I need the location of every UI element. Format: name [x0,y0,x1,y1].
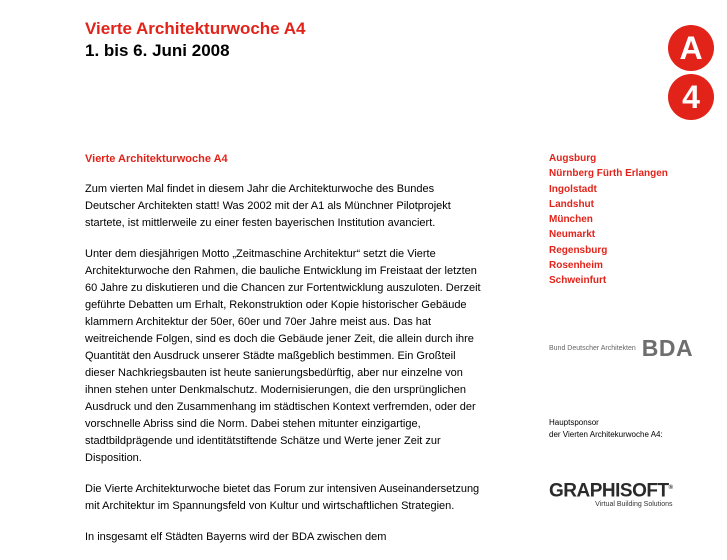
city-link-nuernberg-fuerth-erlangen[interactable]: Nürnberg Fürth Erlangen [549,168,668,180]
city-link-schweinfurt[interactable]: Schweinfurt [549,275,607,287]
registered-mark: ® [668,485,673,491]
city-link-neumarkt[interactable]: Neumarkt [549,229,596,241]
graphisoft-tagline: Virtual Building Solutions [595,501,673,509]
graphisoft-name: GRAPHISOFT [549,480,669,502]
motto-paragraph: Unter dem diesjährigen Motto „Zeitmaschine Architektur“ setzt die Vierte Architekturwoche den Rahmen, die bauliche Entwicklung im Freistaat der letzten 60 Jahre zu diskutieren und die Chancen zur Fortentwicklung auszuloten. Derzeit geführte Debatten um Erhalt, Rekonstruktion oder Kopie historischer Gebäude klammern Architektur der 50er, 60er und 70er Jahre meist aus. Das hat weitreichende Folgen, sind es doch die Gebäude jener Zeit, die allein durch ihre Quantität den Ausdruck unserer Städte maßgeblich bestimmen. Ein Großteil dieser Nachkriegsbauten ist heute sanierungsbedürftig, aber nur einzelne von ihnen stehen unter Denkmalschutz. Modernisierungen, die den ursprünglichen Ausdruck und den Zusammenhang im städtischen Kontext verfremden, oder der vorschnelle Abriss sind die Norm. Dabei stehen mitunter einzigartige, stadtbildprägende und identitätstiftende Schätze und Werte jener Zeit zur Disposition. [85,248,481,464]
graphisoft-logo[interactable] [549,479,672,508]
sponsor-label [549,417,663,441]
city-link-rosenheim[interactable]: Rosenheim [549,260,603,272]
bda-full-name: Bund Deutscher Architekten [549,345,636,352]
main-content [85,151,485,560]
page-date: 1. bis 6. Juni 2008 [85,41,230,60]
city-link-muenchen[interactable]: München [549,214,593,226]
logo-letter-circle: A [668,25,714,71]
cities-paragraph: In insgesamt elf Städten Bayerns wird der BDA zwischen dem [85,531,387,543]
city-link-augsburg[interactable]: Augsburg [549,153,597,164]
city-link-regensburg[interactable]: Regensburg [549,244,608,256]
logo-digit-circle: 4 [668,74,714,120]
graphisoft-wordmark [549,479,672,500]
sponsor-line-2: der Vierten Architekurwoche A4: [549,430,663,439]
intro-paragraph: Zum vierten Mal findet in diesem Jahr die Architekturwoche des Bundes Deutscher Architekten statt! Was 2002 mit der A1 als Münchner Pilotprojekt startete, ist mittlerweile zu einer festen bayerischen Institution avanciert. [85,183,451,229]
page-title: Vierte Architekturwoche A4 [85,19,306,38]
forum-paragraph: Die Vierte Architekturwoche bietet das Forum zur intensiven Auseinandersetzung mit Architektur im Spannungsfeld von Kultur und wirtschaftlichen Strategien. [85,483,480,512]
a4-logo[interactable] [668,25,714,123]
page-header [85,18,305,62]
content-heading: Vierte Architekturwoche A4 [85,153,228,165]
city-nav [549,151,668,289]
bda-logo[interactable] [549,335,693,362]
city-link-landshut[interactable]: Landshut [549,198,594,210]
sponsor-line-1: Hauptsponsor [549,418,599,427]
bda-acronym: BDA [641,335,694,361]
city-link-ingolstadt[interactable]: Ingolstadt [549,183,597,195]
